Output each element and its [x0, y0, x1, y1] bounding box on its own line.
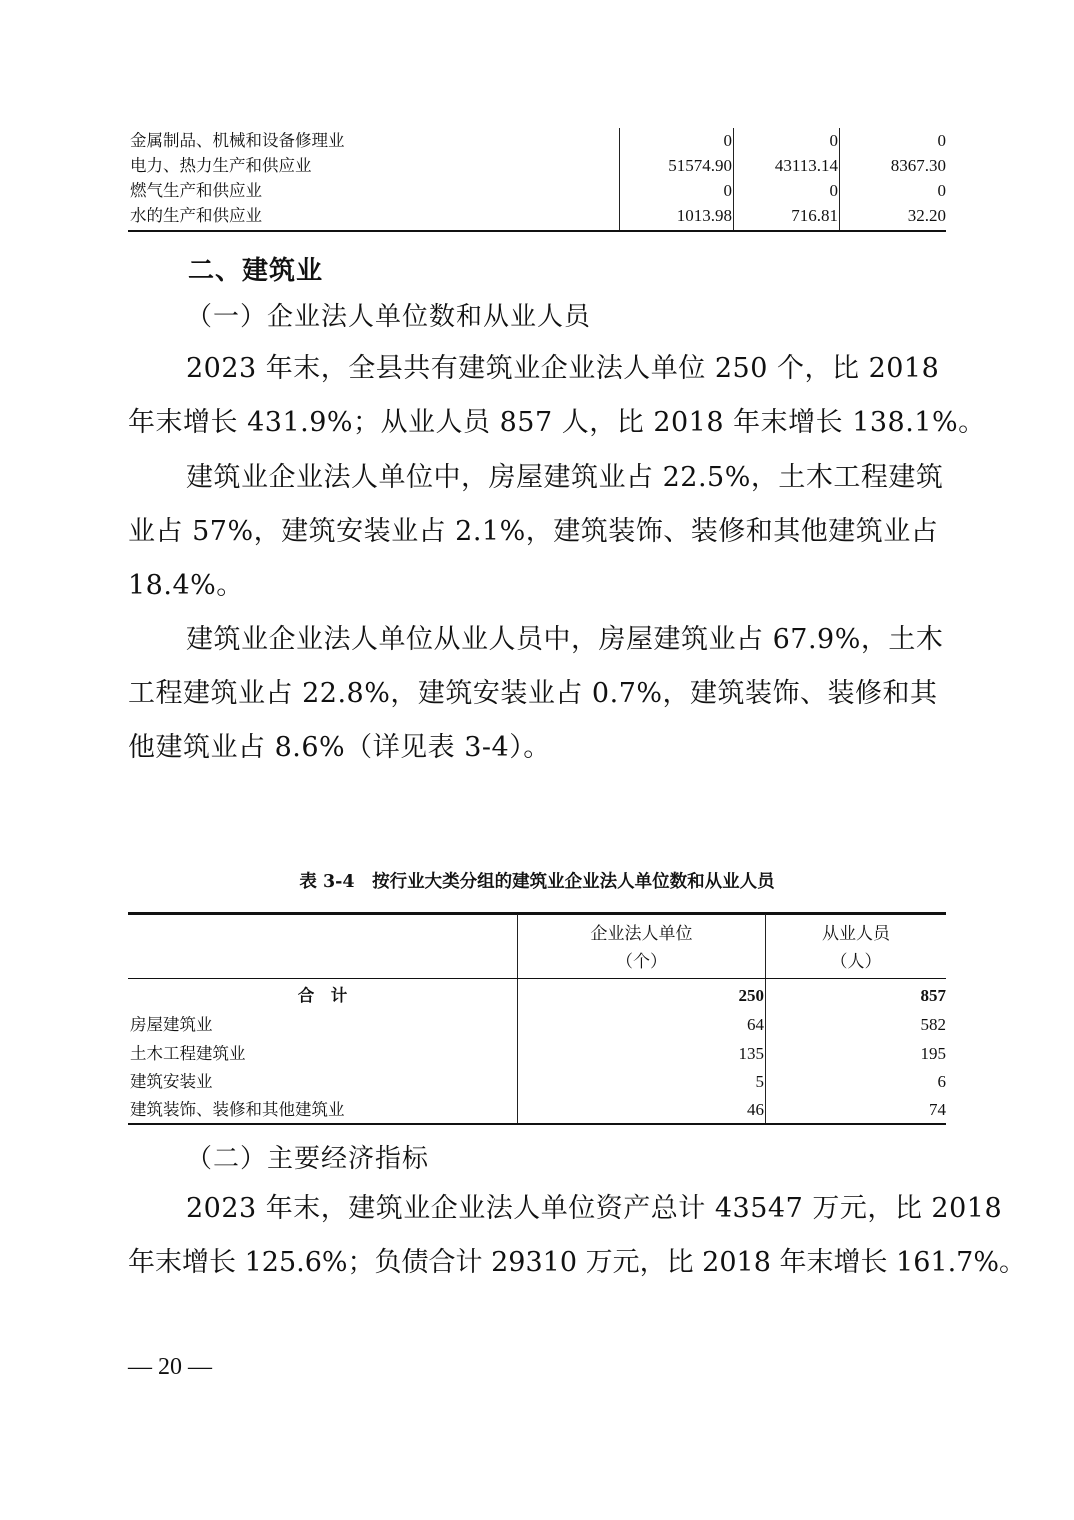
header-line: 企业法人单位: [590, 924, 693, 944]
paragraph-line: 2023 年末，全县共有建筑业企业法人单位 250 个，比 2018: [186, 353, 940, 384]
total-row: [128, 981, 946, 1010]
table-top-rule: [128, 912, 946, 915]
section-title: 二、建筑业: [188, 256, 324, 286]
cell: 74: [929, 1100, 946, 1119]
paragraph-line: 2023 年末，建筑业企业法人单位资产总计 43547 万元，比 2018: [186, 1193, 1003, 1224]
paragraph-line: 工程建筑业占 22.8%，建筑安装业占 0.7%，建筑装饰、装修和其: [128, 678, 938, 709]
paragraph: [128, 342, 986, 450]
paragraph-line: 业占 57%，建筑安装业占 2.1%，建筑装饰、装修和其他建筑业占: [128, 516, 939, 547]
cell: 5: [755, 1072, 764, 1091]
table-row: [128, 1010, 946, 1039]
paragraph: [128, 1182, 1026, 1290]
cell: 0: [829, 181, 838, 200]
page-number: — 20 —: [128, 1354, 212, 1380]
table-row: [128, 1095, 946, 1124]
cell: 0: [723, 181, 732, 200]
table-row: [128, 128, 946, 153]
table-row: [128, 1067, 946, 1096]
paragraph-line: 18.4%。: [128, 570, 244, 601]
paragraph-line: 他建筑业占 8.6%（详见表 3-4）。: [128, 732, 551, 763]
table-bottom-rule: [128, 1123, 946, 1125]
cell: 64: [747, 1015, 764, 1034]
paragraph-line: 年末增长 125.6%；负债合计 29310 万元，比 2018 年末增长 161.7%。: [128, 1247, 1026, 1278]
cell: 250: [738, 986, 764, 1005]
paragraph-line: 建筑业企业法人单位从业人员中，房屋建筑业占 67.9%，土木: [186, 624, 944, 655]
row-label: 水的生产和供应业: [130, 206, 262, 225]
row-label: 电力、热力生产和供应业: [130, 156, 312, 175]
cell: 32.20: [907, 206, 946, 225]
cell: 0: [723, 131, 732, 150]
table-bottom-rule: [128, 230, 946, 232]
header-line: 从业人员: [822, 924, 890, 944]
cell: 51574.90: [668, 156, 732, 175]
cell: 857: [920, 986, 946, 1005]
paragraph-line: 建筑业企业法人单位中，房屋建筑业占 22.5%，土木工程建筑: [186, 462, 944, 493]
header-unit: （人）: [830, 952, 882, 972]
table-caption: 表 3-4 按行业大类分组的建筑业企业法人单位数和从业人员: [299, 872, 775, 892]
cell: 46: [747, 1100, 764, 1119]
total-label: 合 计: [297, 986, 348, 1005]
table-row: [128, 203, 946, 228]
subsection-title: （二）主要经济指标: [186, 1144, 430, 1174]
cell: 716.81: [791, 206, 838, 225]
cell: 195: [920, 1044, 946, 1063]
row-label: 建筑安装业: [130, 1072, 213, 1091]
column-header-units: [518, 920, 765, 976]
cell: 582: [920, 1015, 946, 1034]
cell: 0: [937, 181, 946, 200]
header-rule: [128, 978, 946, 979]
paragraph: [128, 451, 958, 613]
table-row: [128, 153, 946, 178]
header-unit: （个）: [616, 952, 667, 972]
table-row: [128, 1039, 946, 1068]
paragraph: [128, 613, 958, 775]
table-row: [128, 178, 946, 203]
cell: 135: [738, 1044, 764, 1063]
cell: 0: [829, 131, 838, 150]
paragraph-line: 年末增长 431.9%；从业人员 857 人，比 2018 年末增长 138.1%。: [128, 407, 986, 438]
continued-table: [128, 128, 946, 228]
row-label: 土木工程建筑业: [130, 1044, 246, 1063]
column-header-employees: [766, 920, 946, 976]
subsection-title: （一）企业法人单位数和从业人员: [186, 302, 592, 332]
row-label: 建筑装饰、装修和其他建筑业: [130, 1100, 345, 1119]
row-label: 房屋建筑业: [130, 1015, 213, 1034]
cell: 8367.30: [890, 156, 946, 175]
cell: 1013.98: [676, 206, 732, 225]
cell: 43113.14: [774, 156, 838, 175]
cell: 0: [937, 131, 946, 150]
row-label: 燃气生产和供应业: [130, 181, 262, 200]
cell: 6: [937, 1072, 946, 1091]
row-label: 金属制品、机械和设备修理业: [130, 131, 345, 150]
